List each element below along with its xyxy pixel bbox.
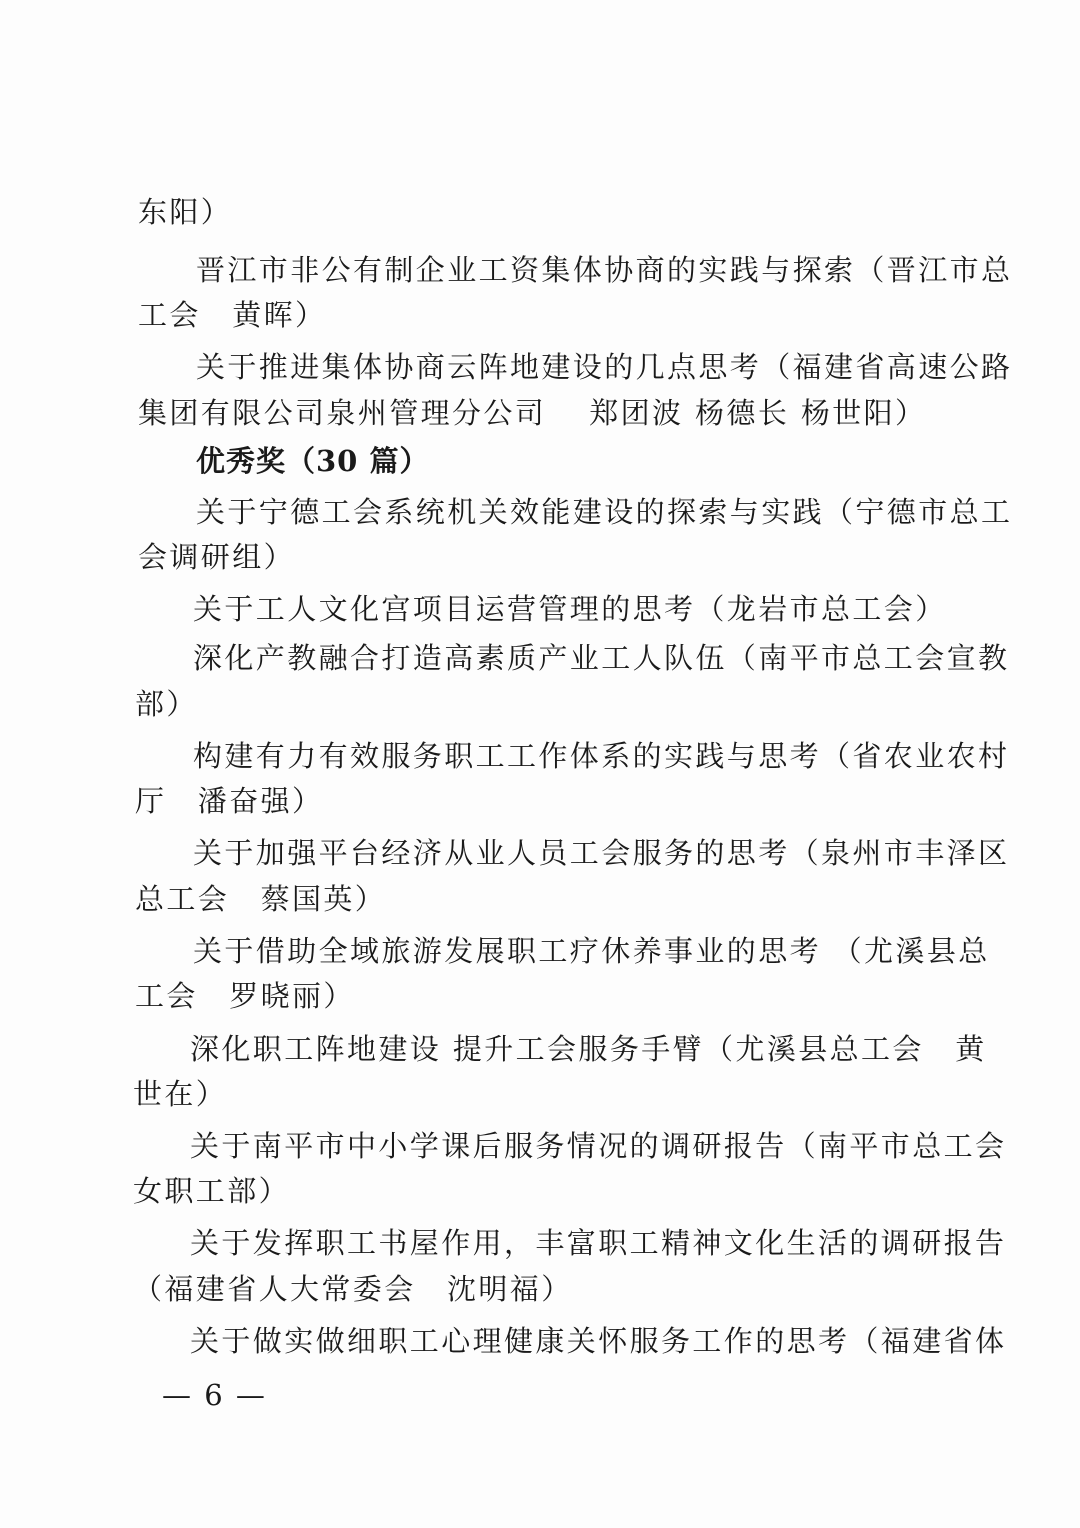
text-line: 集团有限公司泉州管理分公司 郑团波 杨德长 杨世阳）	[138, 396, 927, 430]
text-line: 关于加强平台经济从业人员工会服务的思考（泉州市丰泽区	[193, 836, 1010, 870]
text-line: 晋江市非公有制企业工资集体协商的实践与探索（晋江市总	[196, 253, 1013, 287]
text-line: 厅 潘奋强）	[135, 784, 324, 818]
text-line: 关于发挥职工书屋作用，丰富职工精神文化生活的调研报告	[190, 1226, 1007, 1260]
section-heading: 优秀奖（30 篇）	[196, 444, 430, 478]
text-line: 女职工部）	[133, 1174, 291, 1208]
text-line: 总工会 蔡国英）	[135, 882, 387, 916]
text-line: 关于南平市中小学课后服务情况的调研报告（南平市总工会	[190, 1129, 1007, 1163]
text-line: 深化职工阵地建设 提升工会服务手臂（尤溪县总工会 黄	[190, 1032, 987, 1066]
text-line: 世在）	[133, 1077, 228, 1111]
text-line: 工会 黄晖）	[138, 298, 327, 332]
page-number: — 6 —	[162, 1378, 267, 1412]
text-line: 关于做实做细职工心理健康关怀服务工作的思考（福建省体	[190, 1324, 1007, 1358]
text-line: 会调研组）	[138, 540, 296, 574]
text-line: 关于借助全域旅游发展职工疗休养事业的思考 （尤溪县总	[193, 934, 990, 968]
text-line: 深化产教融合打造高素质产业工人队伍（南平市总工会宣教	[193, 641, 1010, 675]
text-line: 构建有力有效服务职工工作体系的实践与思考（省农业农村	[193, 739, 1010, 773]
text-line: 工会 罗晓丽）	[135, 979, 355, 1013]
text-line: 部）	[135, 687, 198, 721]
text-line: 东阳）	[138, 195, 233, 229]
text-line: 关于宁德工会系统机关效能建设的探索与实践（宁德市总工	[196, 495, 1013, 529]
text-line: 关于工人文化宫项目运营管理的思考（龙岩市总工会）	[193, 592, 947, 626]
text-line: （福建省人大常委会 沈明福）	[133, 1272, 573, 1306]
text-line: 关于推进集体协商云阵地建设的几点思考（福建省高速公路	[196, 350, 1013, 384]
